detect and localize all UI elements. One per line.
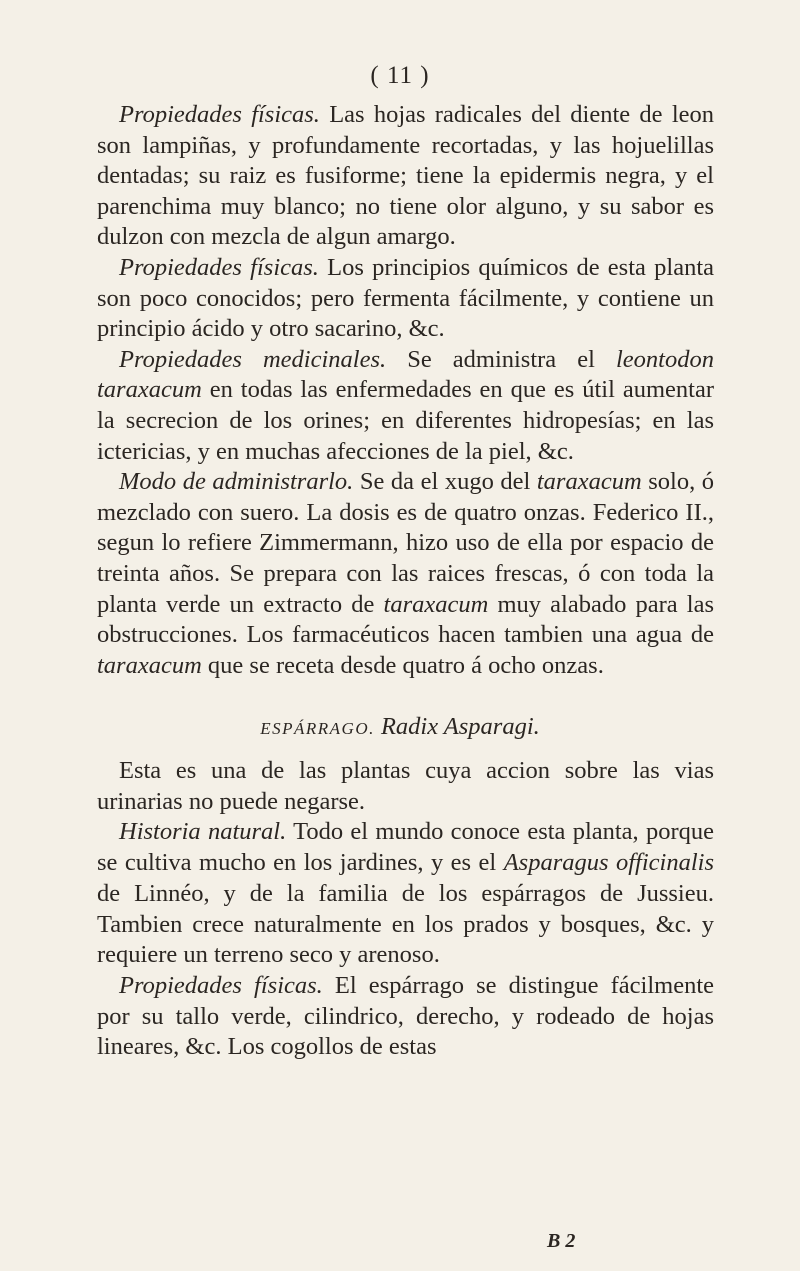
paragraph-3-italic: leontodon taraxacum: [97, 345, 714, 404]
paragraph-4-lead: Modo de administrarlo.: [119, 468, 354, 496]
paragraph-1: [97, 100, 714, 253]
paragraph-6: [97, 817, 714, 971]
paragraph-4-italic: taraxacum: [536, 468, 642, 496]
paragraph-1-body: Las hojas radicales del diente de leon son lampiñas, y profundamente recortadas, y las hojuelillas dentadas; su raiz es fusiforme; tiene la epidermis negra, y el parenchima muy blanco; no tiene olor alguno, y su sabor es dulzon con mezcla de algun amargo.: [97, 101, 714, 251]
paragraph-6-italic: Asparagus officinalis: [503, 849, 714, 877]
page-number: ( 11 ): [370, 62, 430, 89]
paragraph-5: [97, 756, 714, 817]
paragraph-6-text: Todo el mundo conoce esta planta, porque se cultiva mucho en los jardines, y es el: [97, 818, 714, 877]
paragraph-3-text: en todas las enfermedades en que es útil aumentar la secrecion de los orines; en diferentes hidropesías; en las ictericias, y en muchas afecciones de la piel, &c.: [97, 376, 714, 465]
section-heading: [0, 713, 800, 741]
paragraph-7: [97, 971, 714, 1063]
section-heading-latin: Radix Asparagi.: [380, 713, 540, 740]
body-text-upper: [97, 100, 714, 681]
paragraph-6-lead: Historia natural.: [119, 818, 287, 846]
paragraph-4-text: Se da el xugo del: [353, 468, 537, 496]
paragraph-6-text: de Linnéo, y de la familia de los espárragos de Jussieu. Tambien crece naturalmente en los prados y bosques, &c. y requiere un terreno seco y arenoso.: [97, 879, 714, 969]
paragraph-7-body: El espárrago se distingue fácilmente por su tallo verde, cilindrico, derecho, y rodeado de hojas lineares, &c. Los cogollos de estas: [97, 971, 715, 1061]
paragraph-3: [97, 345, 714, 467]
paragraph-2-body: Los principios químicos de esta planta son poco conocidos; pero fermenta fácilmente, y contiene un principio ácido y otro sacarino, &c.: [97, 253, 714, 343]
paragraph-4-text: muy alabado para las obstrucciones. Los farmacéuticos hacen tambien una agua de: [97, 590, 714, 649]
section-heading-title: ESPÁRRAGO.: [260, 719, 375, 738]
paragraph-4-italic: taraxacum: [97, 651, 202, 679]
paragraph-4-text: solo, ó mezclado con suero. La dosis es de quatro onzas. Federico II., segun lo refiere Zimmermann, hizo uso de ella por espacio de treinta años. Se prepara con las raices frescas, ó con toda la planta verde un extracto de: [97, 468, 714, 618]
paragraph-2: [97, 253, 714, 345]
paragraph-4-italic: taraxacum: [383, 590, 489, 618]
paragraph-4-text: que se receta desde quatro á ocho onzas.: [201, 651, 604, 679]
body-text-lower: [97, 756, 714, 1063]
paragraph-5-body: Esta es una de las plantas cuya accion sobre las vias urinarias no puede negarse.: [97, 757, 714, 815]
signature-mark: B 2: [547, 1230, 576, 1252]
paragraph-3-lead: Propiedades medicinales.: [119, 345, 387, 373]
paragraph-4: [97, 467, 714, 681]
paragraph-1-lead: Propiedades físicas.: [119, 101, 320, 128]
paragraph-3-text: Se administra el: [386, 345, 616, 373]
paragraph-2-lead: Propiedades físicas.: [119, 253, 319, 281]
paragraph-7-lead: Propiedades físicas.: [119, 971, 323, 999]
